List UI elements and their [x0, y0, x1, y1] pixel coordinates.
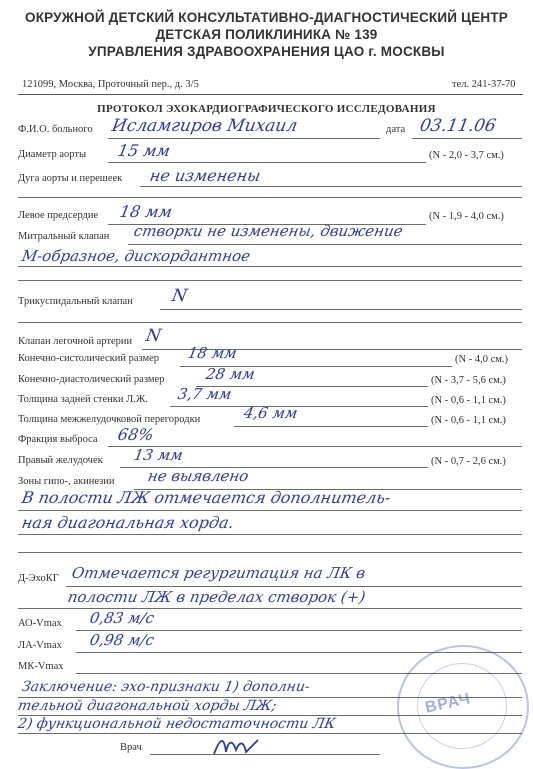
conclusion-line-3: 2) функциональной недостаточности ЛК — [16, 716, 337, 732]
mk-vmax-label: МК-Vmax — [18, 661, 64, 672]
doppler-line-1 — [66, 586, 522, 587]
doppler-value-2: полости ЛЖ в пределах створок (+) — [66, 588, 367, 606]
ivs-label: Толщина межжелудочковой перегородки — [18, 414, 201, 425]
la-vmax-value: 0,98 м/с — [88, 631, 156, 649]
kcr-label: Конечно-систолический размер — [18, 353, 160, 364]
la-value: 18 мм — [118, 202, 174, 221]
aorta-line — [108, 162, 426, 163]
header-line-2: ДЕТСКАЯ ПОЛИКЛИНИКА № 139 — [155, 27, 378, 42]
pulm-label: Клапан легочной артерии — [18, 336, 133, 347]
notes-line-1: В полости ЛЖ отмечается дополнитель- — [20, 488, 393, 507]
ivs-line — [234, 426, 428, 427]
kdr-value: 28 мм — [204, 365, 257, 383]
tricuspid-label: Трикуспидальный клапан — [18, 296, 133, 307]
doctor-stamp — [397, 645, 529, 769]
doctor-label: Врач — [120, 742, 142, 753]
kdr-norm: (N - 3,7 - 5,6 см.) — [431, 375, 506, 386]
date-value: 03.11.06 — [418, 116, 498, 136]
header-divider — [18, 94, 523, 95]
ao-vmax-value: 0,83 м/с — [88, 609, 156, 627]
phone: тел. 241-37-70 — [452, 79, 516, 90]
lvwall-value: 3,7 мм — [176, 385, 234, 403]
blank-line-4 — [18, 552, 522, 553]
tricuspid-value: N — [170, 286, 189, 306]
mitral-value-2: М-образное, дискордантное — [20, 247, 252, 265]
blank-line-3 — [18, 322, 522, 323]
conclusion-line-2: тельной диагональной хорды ЛЖ; — [16, 698, 278, 714]
mitral-value: створки не изменены, движение — [132, 222, 405, 240]
aorta-value: 15 мм — [116, 141, 172, 160]
rv-value: 13 мм — [132, 446, 185, 464]
mitral-label: Митральный клапан — [18, 231, 110, 242]
pulm-value: N — [144, 326, 163, 346]
la-vmax-label: ЛА-Vmax — [18, 640, 62, 651]
conclusion-line-1: Заключение: эхо-признаки 1) дополни- — [20, 679, 312, 695]
stamp-text: ВРАЧ — [423, 690, 473, 717]
kcr-value: 18 мм — [186, 344, 239, 362]
mitral-line — [128, 244, 522, 245]
blank-line-1 — [18, 197, 522, 198]
arch-line — [140, 186, 522, 187]
doppler-value-1: Отмечается регургитация на ЛК в — [70, 564, 367, 582]
blank-line-2 — [18, 280, 522, 281]
rv-norm: (N - 0,7 - 2,6 см.) — [431, 456, 506, 467]
kcr-norm: (N - 4,0 см.) — [455, 354, 509, 365]
kdr-label: Конечно-диастолический размер — [18, 374, 165, 385]
ivs-norm: (N - 0,6 - 1,1 см.) — [431, 415, 506, 426]
patient-line — [108, 138, 380, 139]
zones-label: Зоны гипо-, акинезии — [18, 476, 115, 487]
ef-value: 68% — [116, 425, 156, 444]
ef-label: Фракция выброса — [18, 434, 98, 445]
tricuspid-line — [160, 309, 522, 310]
la-norm: (N - 1,9 - 4,0 см.) — [429, 211, 504, 222]
zones-value: не выявлено — [146, 467, 251, 485]
la-label: Левое предсердие — [18, 210, 99, 221]
lvwall-norm: (N - 0,6 - 1,1 см.) — [431, 395, 506, 406]
header-line-3: УПРАВЛЕНИЯ ЗДРАВООХРАНЕНИЯ ЦАО г. МОСКВЫ — [88, 44, 445, 59]
patient-label: Ф.И.О. больного — [18, 124, 93, 135]
notes-rule-2 — [18, 534, 522, 535]
ivs-value: 4,6 мм — [242, 404, 300, 422]
arch-label: Дуга аорты и перешеек — [18, 173, 123, 184]
document-title: ПРОТОКОЛ ЭХОКАРДИОГРАФИЧЕСКОГО ИССЛЕДОВАНИЯ — [97, 103, 436, 115]
date-label: дата — [386, 124, 406, 135]
ao-vmax-label: АО-Vmax — [18, 618, 62, 629]
aorta-norm: (N - 2,0 - 3,7 см.) — [429, 150, 504, 161]
notes-line-2: ная диагональная хорда. — [20, 513, 236, 532]
rv-label: Правый желудочек — [18, 455, 103, 466]
date-line — [412, 138, 522, 139]
lvwall-label: Толщина задней стенки Л.Ж. — [18, 394, 148, 405]
doppler-label: Д-ЭхоКГ — [18, 573, 59, 584]
header-line-1: ОКРУЖНОЙ ДЕТСКИЙ КОНСУЛЬТАТИВНО-ДИАГНОСТИЧЕСКИЙ ЦЕНТР — [25, 10, 508, 25]
doctor-signature — [210, 732, 270, 760]
arch-value: не изменены — [148, 166, 263, 185]
patient-name: Исламгиров Михаил — [110, 116, 299, 136]
aorta-label: Диаметр аорты — [18, 149, 87, 160]
address: 121099, Москва, Проточный пер., д. 3/5 — [22, 79, 199, 90]
notes-rule-1 — [18, 510, 522, 511]
mitral-line-2 — [18, 266, 522, 267]
